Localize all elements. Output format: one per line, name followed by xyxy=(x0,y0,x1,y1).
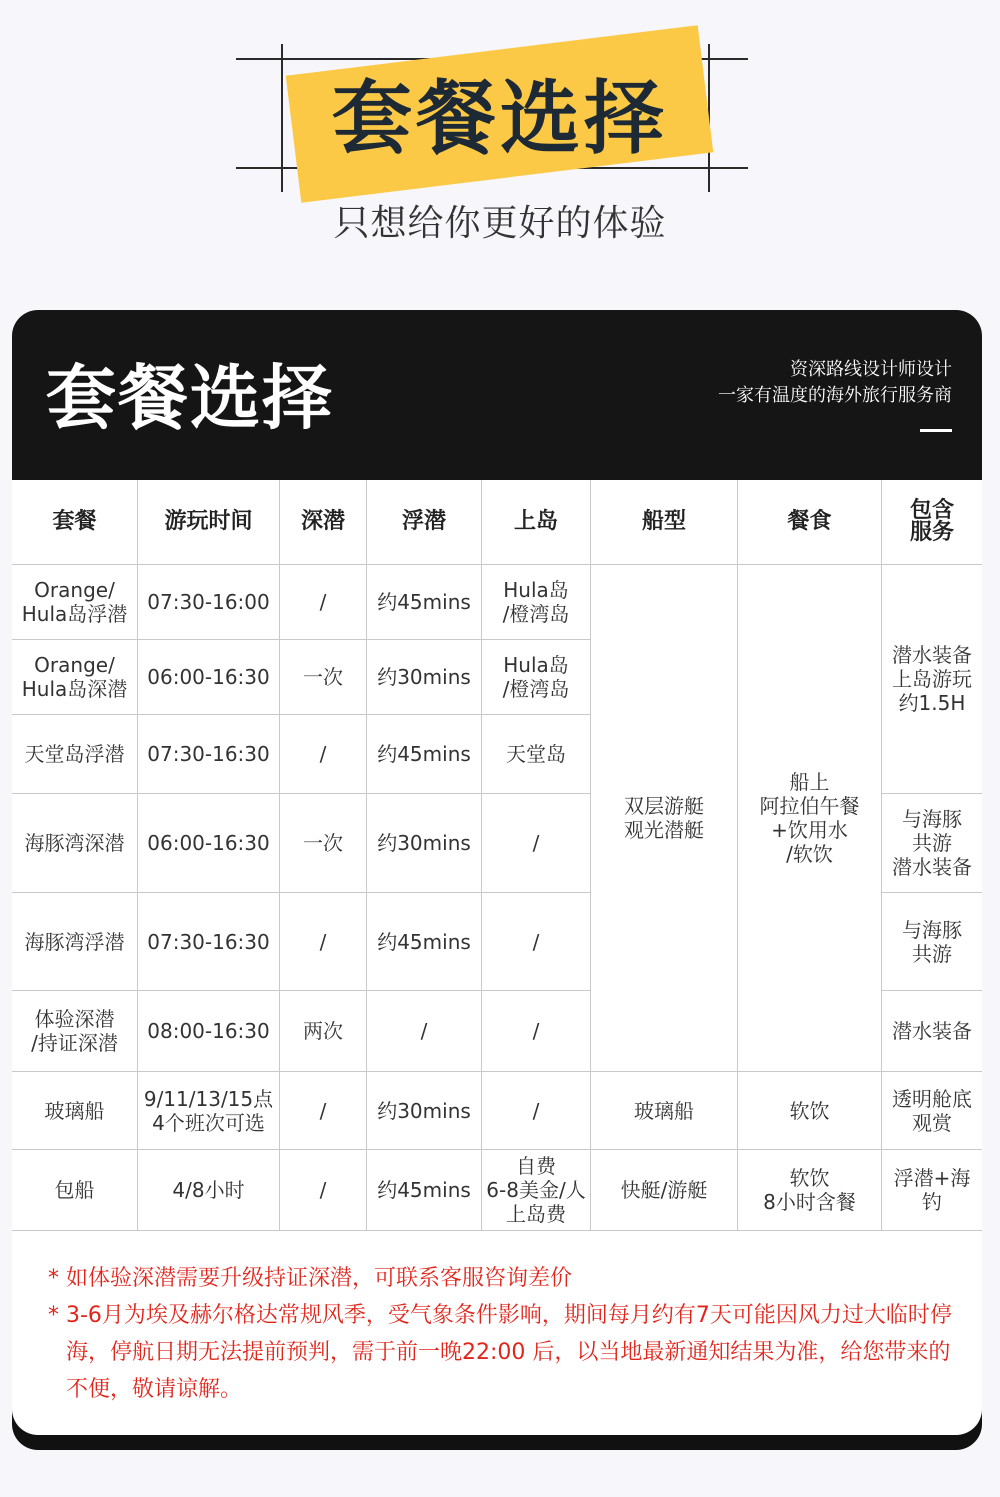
row7-meal: 软饮 xyxy=(738,1072,882,1150)
row1-snorkel: 约45mins xyxy=(367,565,482,640)
card-header xyxy=(12,310,982,480)
row7-included: 透明舱底 观赏 xyxy=(882,1072,982,1150)
row2-deep-dive: 一次 xyxy=(280,640,367,715)
row8-island: 自费 6-8美金/人 上岛费 xyxy=(482,1150,591,1231)
section-subtitle: 只想给你更好的体验 xyxy=(333,203,667,244)
header-snorkel: 浮潜 xyxy=(367,480,482,565)
card-tagline-company: 一家有温度的海外旅行服务商 xyxy=(718,385,952,406)
row6-package: 体验深潜 /持证深潜 xyxy=(12,991,138,1072)
row2-snorkel: 约30mins xyxy=(367,640,482,715)
row8-included: 浮潜+海钓 xyxy=(882,1150,982,1231)
row5-island: / xyxy=(482,893,591,991)
merged-meal-cell: 船上 阿拉伯午餐 +饮用水 /软饮 xyxy=(738,565,882,1072)
row4-snorkel: 约30mins xyxy=(367,794,482,893)
note-wind-season-text: 3-6月为埃及赫尔格达常规风季，受气象条件影响，期间每月约有7天可能因风力过大临时停海，停航日期无法提前预判，需于前一晚22:00 后，以当地最新通知结果为准，给您带来的不便，敬请谅解。 xyxy=(66,1303,952,1402)
row7-snorkel: 约30mins xyxy=(367,1072,482,1150)
included-cell-row-4: 与海豚 共游 潜水装备 xyxy=(882,794,982,893)
row1-time: 07:30-16:00 xyxy=(138,565,280,640)
row8-deep-dive: / xyxy=(280,1150,367,1231)
row3-deep-dive: / xyxy=(280,715,367,794)
included-cell-row-6: 潜水装备 xyxy=(882,991,982,1072)
row7-boat: 玻璃船 xyxy=(591,1072,738,1150)
row4-time: 06:00-16:30 xyxy=(138,794,280,893)
section-heading xyxy=(0,0,1000,300)
row5-deep-dive: / xyxy=(280,893,367,991)
note-marker: * xyxy=(48,1303,59,1328)
row3-island: 天堂岛 xyxy=(482,715,591,794)
row5-package: 海豚湾浮潜 xyxy=(12,893,138,991)
package-card xyxy=(12,310,982,1435)
package-table xyxy=(12,480,982,1231)
header-deep-dive: 深潜 xyxy=(280,480,367,565)
row3-time: 07:30-16:30 xyxy=(138,715,280,794)
notes xyxy=(48,1260,958,1408)
row5-snorkel: 约45mins xyxy=(367,893,482,991)
row4-package: 海豚湾深潜 xyxy=(12,794,138,893)
row6-time: 08:00-16:30 xyxy=(138,991,280,1072)
row6-island: / xyxy=(482,991,591,1072)
row7-island: / xyxy=(482,1072,591,1150)
row4-deep-dive: 一次 xyxy=(280,794,367,893)
included-cell-row-5: 与海豚 共游 xyxy=(882,893,982,991)
header-meal: 餐食 xyxy=(738,480,882,565)
row8-meal: 软饮 8小时含餐 xyxy=(738,1150,882,1231)
included-cell-rows-1-3: 潜水装备 上岛游玩 约1.5H xyxy=(882,565,982,794)
row7-package: 玻璃船 xyxy=(12,1072,138,1150)
row2-package: Orange/ Hula岛深潜 xyxy=(12,640,138,715)
header-included: 包含 服务 xyxy=(882,480,982,565)
row2-time: 06:00-16:30 xyxy=(138,640,280,715)
row7-time: 9/11/13/15点 4个班次可选 xyxy=(138,1072,280,1150)
row3-package: 天堂岛浮潜 xyxy=(12,715,138,794)
header-boat: 船型 xyxy=(591,480,738,565)
note-marker: * xyxy=(48,1266,59,1291)
row7-deep-dive: / xyxy=(280,1072,367,1150)
header-package: 套餐 xyxy=(12,480,138,565)
row8-snorkel: 约45mins xyxy=(367,1150,482,1231)
note-wind-season xyxy=(48,1297,958,1408)
row1-deep-dive: / xyxy=(280,565,367,640)
row6-snorkel: / xyxy=(367,991,482,1072)
section-title: 套餐选择 xyxy=(332,72,668,165)
tagline-dash xyxy=(920,429,952,432)
row1-island: Hula岛 /橙湾岛 xyxy=(482,565,591,640)
row6-deep-dive: 两次 xyxy=(280,991,367,1072)
row2-island: Hula岛 /橙湾岛 xyxy=(482,640,591,715)
row8-boat: 快艇/游艇 xyxy=(591,1150,738,1231)
row3-snorkel: 约45mins xyxy=(367,715,482,794)
header-time: 游玩时间 xyxy=(138,480,280,565)
row5-time: 07:30-16:30 xyxy=(138,893,280,991)
note-upgrade xyxy=(48,1260,958,1297)
merged-boat-cell: 双层游艇 观光潜艇 xyxy=(591,565,738,1072)
row8-package: 包船 xyxy=(12,1150,138,1231)
row1-package: Orange/ Hula岛浮潜 xyxy=(12,565,138,640)
card-tagline-designer: 资深路线设计师设计 xyxy=(790,359,952,380)
header-island: 上岛 xyxy=(482,480,591,565)
row4-island: / xyxy=(482,794,591,893)
note-upgrade-text: 如体验深潜需要升级持证深潜，可联系客服咨询差价 xyxy=(66,1266,573,1291)
row8-time: 4/8小时 xyxy=(138,1150,280,1231)
card-title: 套餐选择 xyxy=(46,357,334,439)
